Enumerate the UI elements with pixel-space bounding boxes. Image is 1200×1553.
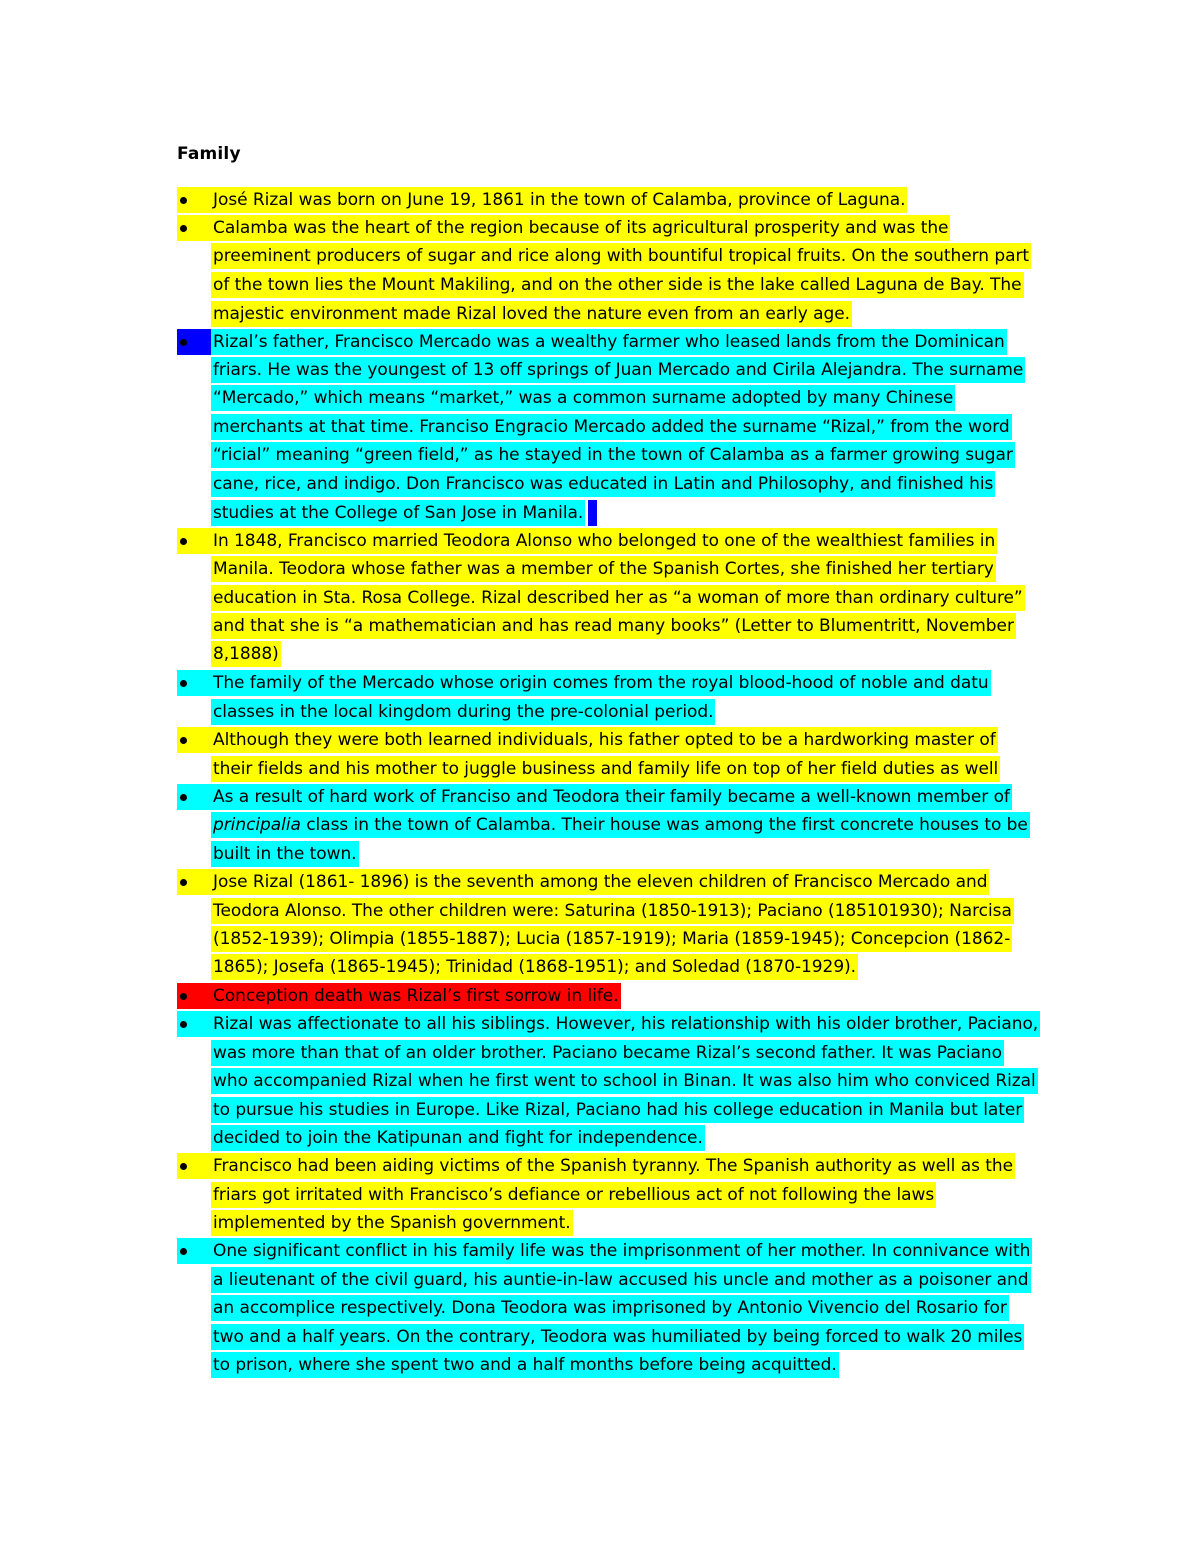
bullet-8-line-4: 1865); Josefa (1865-1945); Trinidad (1868-1951); and Soledad (1870-1929). [211, 954, 858, 980]
bullet-3-line-4: merchants at that time. Franciso Engracio Mercado added the surname “Rizal,” from the word [211, 414, 1012, 440]
bullet-4-line-5: 8,1888) [211, 641, 281, 667]
bullet-10-line-2: was more than that of an older brother. Paciano became Rizal’s second father. It was Paciano [211, 1040, 1004, 1066]
bullet-3-line-6: cane, rice, and indigo. Don Francisco was educated in Latin and Philosophy, and finished his [211, 471, 995, 497]
bullet-3-line-3: “Mercado,” which means “market,” was a common surname adopted by many Chinese [211, 385, 955, 411]
bullet-9-line-1: Conception death was Rizal’s first sorrow in life. [211, 983, 621, 1009]
bullet-12-line-5: to prison, where she spent two and a half months before being acquitted. [211, 1352, 839, 1378]
bullet-12-line-1: One significant conflict in his family life was the imprisonment of her mother. In connivance with [211, 1238, 1032, 1264]
bullet-5 [177, 670, 213, 696]
bullet-12 [177, 1238, 213, 1264]
principalia-term: principalia [213, 815, 301, 835]
bullet-3 [177, 329, 213, 355]
bullet-12-line-4: two and a half years. On the contrary, Teodora was humiliated by being forced to walk 20 miles [211, 1324, 1024, 1350]
bullet-2-line-3: of the town lies the Mount Makiling, and on the other side is the lake called Laguna de Bay. The [211, 272, 1024, 298]
bullet-6-line-2: their fields and his mother to juggle business and family life on top of her field duties as well [211, 756, 1000, 782]
bullet-12-line-3: an accomplice respectively. Dona Teodora was imprisoned by Antonio Vivencio del Rosario for [211, 1295, 1009, 1321]
bullet-10-line-4: to pursue his studies in Europe. Like Rizal, Paciano had his college education in Manila but later [211, 1097, 1024, 1123]
bullet-10-line-5: decided to join the Katipunan and fight for independence. [211, 1125, 705, 1151]
bullet-11-line-1: Francisco had been aiding victims of the Spanish tyranny. The Spanish authority as well as the [211, 1153, 1015, 1179]
bullet-4-line-2: Manila. Teodora whose father was a member of the Spanish Cortes, she finished her tertiary [211, 556, 996, 582]
bullet-11 [177, 1153, 213, 1179]
bullet-2-line-2: preeminent producers of sugar and rice along with bountiful tropical fruits. On the southern part [211, 243, 1031, 269]
bullet-3-line-1: Rizal’s father, Francisco Mercado was a wealthy farmer who leased lands from the Dominican [211, 329, 1007, 355]
bullet-11-line-3: implemented by the Spanish government. [211, 1210, 573, 1236]
bullet-10 [177, 1011, 213, 1037]
bullet-7-line-3: built in the town. [211, 841, 359, 867]
bullet-5-line-2: classes in the local kingdom during the pre-colonial period. [211, 699, 715, 725]
bullet-2-line-1: Calamba was the heart of the region because of its agricultural prosperity and was the [211, 215, 950, 241]
bullet-10-line-3: who accompanied Rizal when he first went to school in Binan. It was also him who conviced Rizal [211, 1068, 1038, 1094]
bullet-8 [177, 869, 213, 895]
bullet-10-line-1: Rizal was affectionate to all his siblings. However, his relationship with his older brother, Paciano, [211, 1011, 1040, 1037]
bullet-5-line-1: The family of the Mercado whose origin comes from the royal blood-hood of noble and datu [211, 670, 991, 696]
bullet-8-line-2: Teodora Alonso. The other children were: Saturina (1850-1913); Paciano (185101930); Narcisa [211, 898, 1014, 924]
bullet-11-line-2: friars got irritated with Francisco’s defiance or rebellious act of not following the laws [211, 1182, 936, 1208]
bullet-2-line-4: majestic environment made Rizal loved the nature even from an early age. [211, 301, 852, 327]
bullet-7-line-1: As a result of hard work of Franciso and Teodora their family became a well-known member of [211, 784, 1012, 810]
bullet-2 [177, 215, 213, 241]
bullet-1 [177, 187, 213, 213]
bullet-7-line-2-rest: class in the town of Calamba. Their house was among the first concrete houses to be [300, 815, 1028, 835]
bullet-8-line-3: (1852-1939); Olimpia (1855-1887); Lucia (1857-1919); Maria (1859-1945); Concepcion (1862- [211, 926, 1012, 952]
bullet-3-line-5: “ricial” meaning “green field,” as he stayed in the town of Calamba as a farmer growing sugar [211, 442, 1015, 468]
bullet-4-line-1: In 1848, Francisco married Teodora Alonso who belonged to one of the wealthiest families in [211, 528, 997, 554]
bullet-7-line-2 [211, 812, 1030, 838]
bullet-3-line-7: studies at the College of San Jose in Manila. [211, 500, 585, 526]
section-heading: Family [177, 144, 241, 164]
bullet-8-line-1: Jose Rizal (1861- 1896) is the seventh among the eleven children of Francisco Mercado and [211, 869, 989, 895]
bullet-6 [177, 727, 213, 753]
bullet-4 [177, 528, 213, 554]
bullet-3-line-2: friars. He was the youngest of 13 off springs of Juan Mercado and Cirila Alejandra. The surname [211, 357, 1025, 383]
bullet-4-line-4: and that she is “a mathematician and has read many books” (Letter to Blumentritt, November [211, 613, 1016, 639]
bullet-9 [177, 983, 213, 1009]
bullet-4-line-3: education in Sta. Rosa College. Rizal described her as “a woman of more than ordinary culture” [211, 585, 1025, 611]
bullet-6-line-1: Although they were both learned individuals, his father opted to be a hardworking master of [211, 727, 998, 753]
bullet-12-line-2: a lieutenant of the civil guard, his auntie-in-law accused his uncle and mother as a poisoner and [211, 1267, 1031, 1293]
blue-highlight-marker [588, 500, 597, 526]
bullet-1-line-1: José Rizal was born on June 19, 1861 in the town of Calamba, province of Laguna. [211, 187, 907, 213]
bullet-7 [177, 784, 213, 810]
